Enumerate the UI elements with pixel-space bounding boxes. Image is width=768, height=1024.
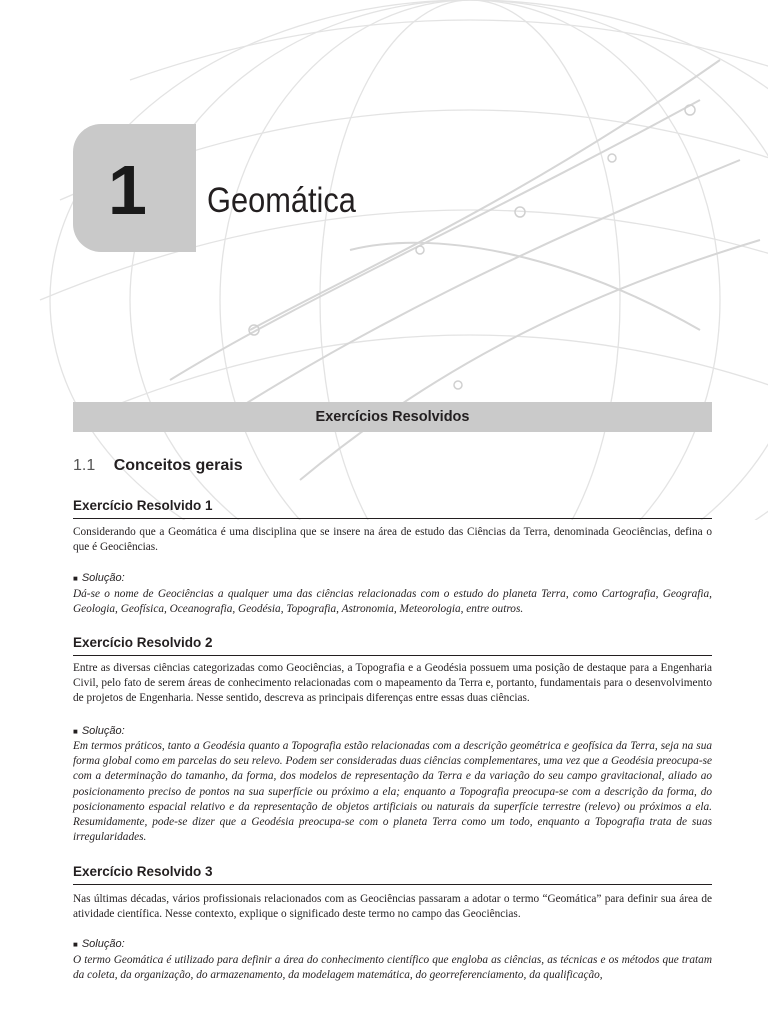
exercise-1-question: Considerando que a Geomática é uma disciplina que se insere na área de estudo das Ciências da Terra, denominada Geociências, defina o que é Geociências.: [73, 526, 712, 554]
section-title: Conceitos gerais: [113, 457, 243, 474]
exercise-3-heading: Exercício Resolvido 3: [73, 862, 712, 885]
exercise-3-solution-label: [73, 937, 125, 952]
exercise-2-answer: Em termos práticos, tanto a Geodésia quanto a Topografia estão relacionadas com a descrição geométrica e geofísica da Terra, seja na sua forma global como em parcelas do seu relevo. Podem ser consideradas duas ciências complementares, uma vez que a Geodésia preocupa-se com a determinação do tamanho, da forma, dos modelos de representação da Terra e da variação do seu campo gravitacional, aliado ao posicionamento preciso de pontos na sua superfície ou próximo a ela; enquanto a Topografia preocupa-se com a descrição da forma, do posicionamento espacial relativo e da representação de objetos artificiais ou naturais da superfície terrestre (relevo) ou próximos a ela. Resumidamente, pode-se dizer que a Geodésia preocupa-se com o planeta Terra como um todo, enquanto a Topografia trata de suas irregularidades.: [73, 740, 712, 844]
section-heading: [73, 455, 243, 477]
solution-label-text: Solução:: [81, 572, 125, 584]
exercise-1-solution-label: [73, 571, 125, 586]
exercise-2-heading: Exercício Resolvido 2: [73, 633, 712, 656]
exercise-3-answer: O termo Geomática é utilizado para definir a área do conhecimento científico que engloba as ciências, as técnicas e os métodos que tratam da coleta, da organização, do armazenamento, da modelagem matemática, do georreferenciamento, da qualificação,: [73, 954, 712, 982]
exercise-1-answer: Dá-se o nome de Geociências a qualquer uma das ciências relacionadas com o estudo do planeta Terra, como Cartografia, Geografia, Geologia, Geofísica, Oceanografia, Geodésia, Topografia, Astronomia, Meteorologia, entre outros.: [73, 588, 712, 616]
section-banner: Exercícios Resolvidos: [73, 402, 712, 432]
bullet-square-icon: ■: [73, 727, 78, 736]
section-number: 1.1: [73, 457, 96, 474]
exercise-1-heading: Exercício Resolvido 1: [73, 496, 712, 519]
exercise-2-question: Entre as diversas ciências categorizadas como Geociências, a Topografia e a Geodésia possuem uma posição de destaque para a Engenharia Civil, pelo fato de serem áreas de conhecimento relacionadas com o mapeamento da Terra e, portanto, fundamentais para o desenvolvimento de projetos de Engenharia. Nesse sentido, descreva as principais diferenças entre essas duas ciências.: [73, 662, 712, 705]
bullet-square-icon: ■: [73, 574, 78, 583]
chapter-title: Geomática: [207, 181, 356, 220]
bullet-square-icon: ■: [73, 940, 78, 949]
exercise-3-question: Nas últimas décadas, vários profissionais relacionados com as Geociências passaram a adotar o termo “Geomática” para definir sua área de atividade científica. Nesse contexto, explique o significado deste termo no campo das Geociências.: [73, 893, 712, 921]
exercise-2-solution-label: [73, 724, 125, 739]
solution-label-text: Solução:: [81, 725, 125, 737]
solution-label-text: Solução:: [81, 938, 125, 950]
chapter-number: 1: [108, 151, 145, 229]
